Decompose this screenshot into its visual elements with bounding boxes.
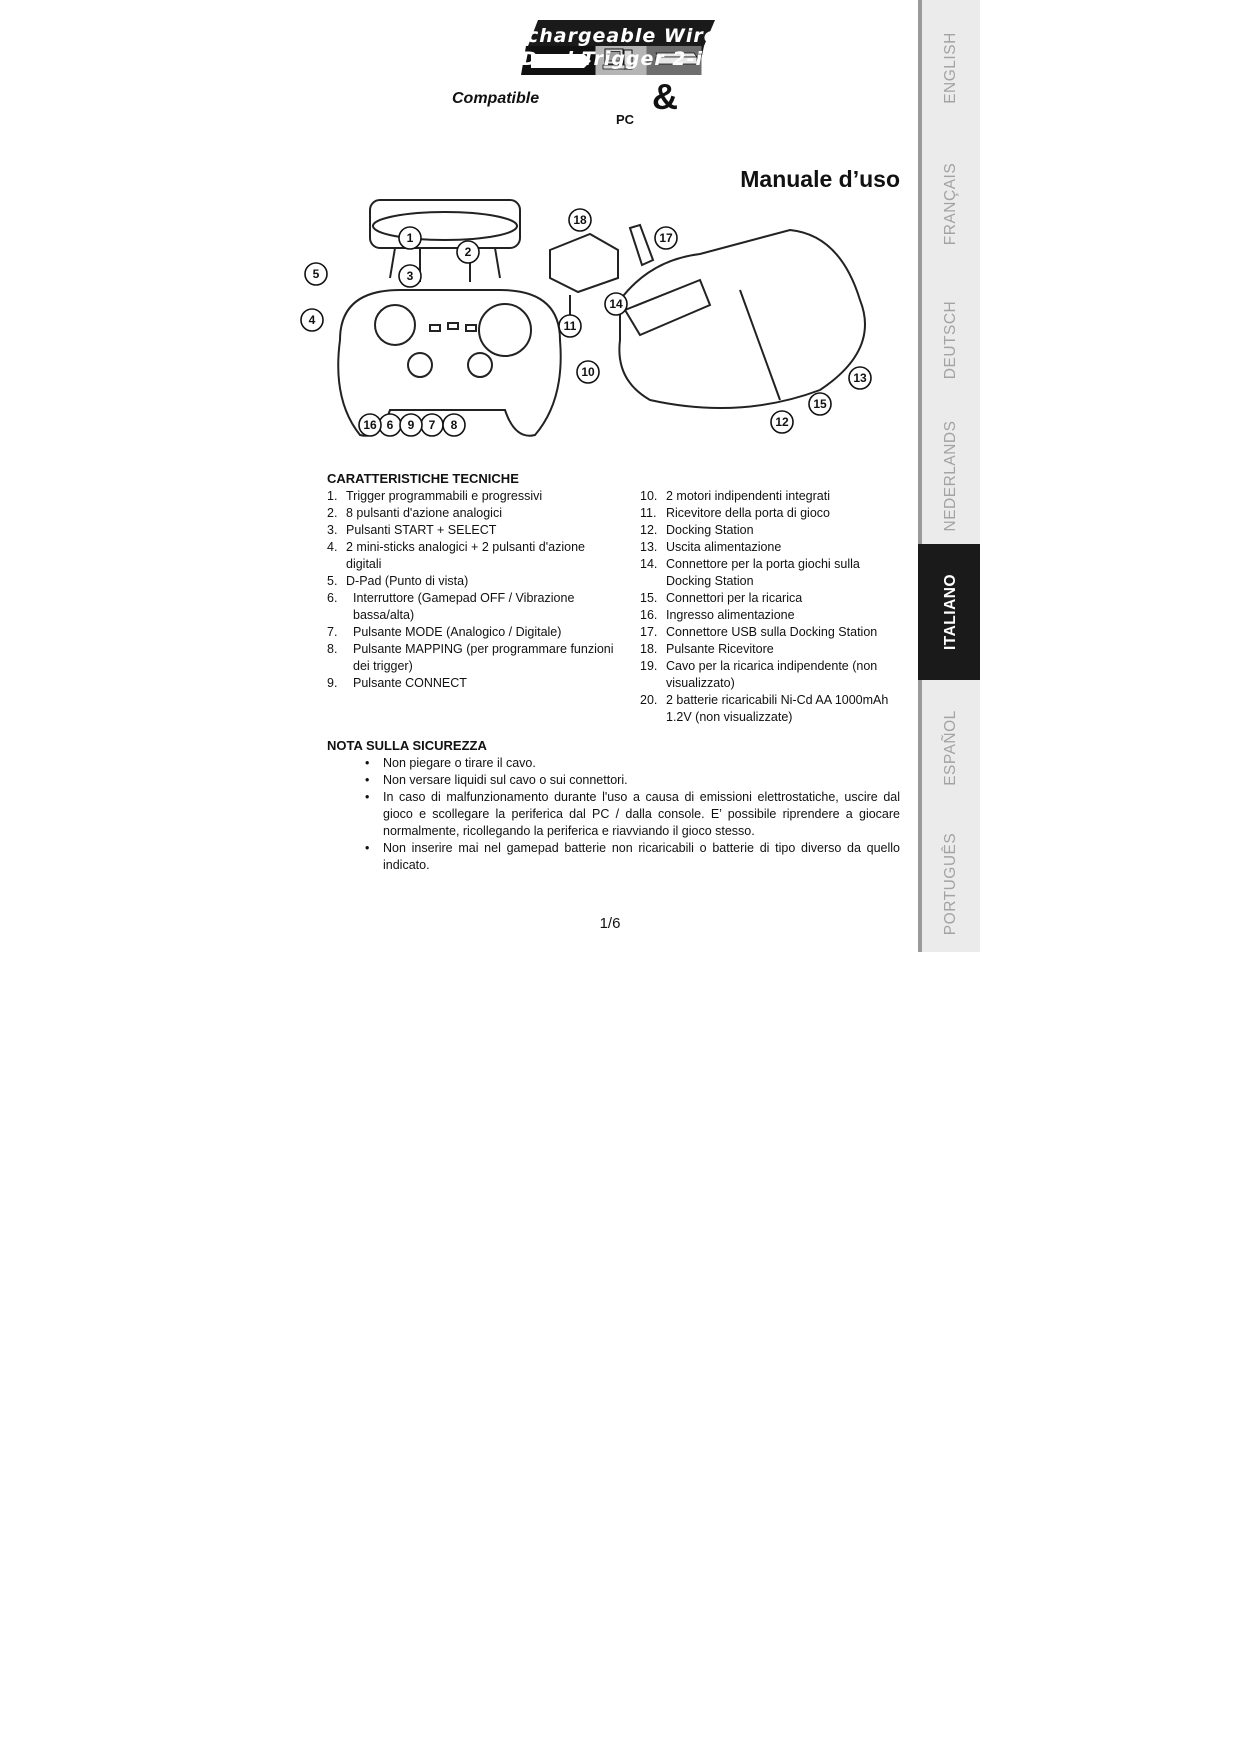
list-item: 1. Trigger programmabili e progressivi	[327, 489, 543, 503]
tab-label: ESPAÑOL	[942, 710, 959, 786]
list-item: 6. Interruttore (Gamepad OFF / Vibrazione bassa/alta)	[327, 591, 575, 622]
list-item: 3. Pulsanti START + SELECT	[327, 523, 497, 537]
callout-9	[400, 414, 422, 436]
list-item: 9. Pulsante CONNECT	[327, 676, 467, 690]
list-item: 15. Connettori per la ricarica	[640, 591, 803, 605]
tab-label: FRANÇAIS	[942, 162, 959, 246]
svg-text:10: 10	[581, 365, 595, 379]
banner-title-line1: Rechargeable Wireless	[498, 25, 764, 47]
callout-12	[771, 411, 793, 433]
list-item: 20. 2 batterie ricaricabili Ni-Cd AA 1000mAh 1.2V (non visualizzate)	[640, 693, 889, 724]
list-item: 19. Cavo per la ricarica indipendente (non visualizzato)	[640, 659, 878, 690]
svg-text:5: 5	[312, 267, 320, 281]
callout-7	[421, 414, 443, 436]
list-item: 8. Pulsante MAPPING (per programmare funzioni dei trigger)	[327, 642, 614, 673]
list-item: • Non inserire mai nel gamepad batterie non ricaricabili o batterie di tipo diverso da quello indicato.	[363, 840, 900, 874]
page-number: 1/6	[599, 915, 621, 932]
list-item: 13. Uscita alimentazione	[640, 540, 782, 554]
tab-espanol[interactable]	[918, 680, 980, 816]
svg-text:18: 18	[573, 213, 587, 227]
tab-english[interactable]	[918, 0, 980, 136]
tab-label: DEUTSCH	[942, 300, 959, 380]
callout-14	[605, 293, 627, 315]
svg-text:2: 2	[464, 245, 472, 259]
list-item: 2. 8 pulsanti d'azione analogici	[327, 506, 502, 520]
svg-text:3: 3	[406, 269, 414, 283]
product-illustration	[308, 190, 880, 450]
callout-8	[443, 414, 465, 436]
tab-label: PORTUGUÊS	[942, 832, 959, 936]
specs-list-left	[327, 488, 617, 692]
ampersand: &	[652, 76, 678, 117]
callout-3	[399, 265, 421, 287]
list-item: 12. Docking Station	[640, 523, 754, 537]
callout-4	[301, 309, 323, 331]
callout-18	[569, 209, 591, 231]
svg-text:1: 1	[406, 231, 414, 245]
tab-italiano[interactable]	[918, 544, 980, 680]
callout-16	[359, 414, 381, 436]
list-item: 4. 2 mini-sticks analogici + 2 pulsanti d'azione digitali	[327, 540, 585, 571]
tab-nederlands[interactable]	[918, 408, 980, 544]
list-item: 7. Pulsante MODE (Analogico / Digitale)	[327, 625, 562, 639]
svg-text:12: 12	[775, 415, 789, 429]
list-item: 17. Connettore USB sulla Docking Station	[640, 625, 878, 639]
list-item: 11. Ricevitore della porta di gioco	[640, 506, 830, 520]
tab-deutsch[interactable]	[918, 272, 980, 408]
list-item: • Non piegare o tirare il cavo.	[363, 755, 900, 772]
tab-francais[interactable]	[918, 136, 980, 272]
svg-text:13: 13	[853, 371, 867, 385]
svg-text:11: 11	[563, 319, 577, 333]
svg-text:16: 16	[363, 418, 377, 432]
callout-13	[849, 367, 871, 389]
list-item: 14. Connettore per la porta giochi sulla Docking Station	[640, 557, 860, 588]
callout-15	[809, 393, 831, 415]
svg-text:8: 8	[450, 418, 458, 432]
product-diagram	[308, 190, 880, 450]
safety-heading: NOTA SULLA SICUREZZA	[327, 738, 487, 753]
pc-label: PC	[616, 112, 635, 127]
banner-title-line2: Dual Trigger 2-in-1	[521, 48, 741, 70]
svg-text:7: 7	[428, 418, 436, 432]
ps2-label: Playstation® 2	[700, 113, 776, 125]
list-item: • In caso di malfunzionamento durante l'uso a causa di emissioni elettrostatiche, uscire dal gioco e scollegare la periferica dal PC / dalla console. E’ possibile riprendere a giocare normalmente, ricollegando la periferica e riavviando il gioco stesso.	[363, 789, 900, 840]
tab-label: ENGLISH	[942, 32, 959, 104]
svg-text:14: 14	[609, 297, 623, 311]
svg-text:9: 9	[407, 418, 415, 432]
svg-text:17: 17	[659, 231, 673, 245]
callout-17	[655, 227, 677, 249]
safety-list	[363, 755, 900, 874]
list-item: 5. D-Pad (Punto di vista)	[327, 574, 469, 588]
callout-11	[559, 315, 581, 337]
list-item: 16. Ingresso alimentazione	[640, 608, 795, 622]
tab-label: ITALIANO	[942, 573, 959, 651]
callout-1	[399, 227, 421, 249]
callout-10	[577, 361, 599, 383]
tab-label: NEDERLANDS	[942, 420, 959, 532]
specs-list-right	[640, 488, 900, 726]
svg-text:4: 4	[308, 313, 316, 327]
svg-text:15: 15	[813, 397, 827, 411]
callout-6	[379, 414, 401, 436]
document-title: Manuale d’uso	[740, 166, 900, 192]
svg-text:6: 6	[386, 418, 394, 432]
specs-heading: CARATTERISTICHE TECNICHE	[327, 471, 519, 486]
list-item: 10. 2 motori indipendenti integrati	[640, 489, 830, 503]
product-banner	[430, 20, 810, 132]
compatible-label: Compatible	[452, 90, 540, 107]
language-tabs	[918, 0, 980, 950]
list-item: • Non versare liquidi sul cavo o sui connettori.	[363, 772, 900, 789]
callout-5	[305, 263, 327, 285]
list-item: 18. Pulsante Ricevitore	[640, 642, 774, 656]
tab-portugues[interactable]	[918, 816, 980, 952]
callout-2	[457, 241, 479, 263]
